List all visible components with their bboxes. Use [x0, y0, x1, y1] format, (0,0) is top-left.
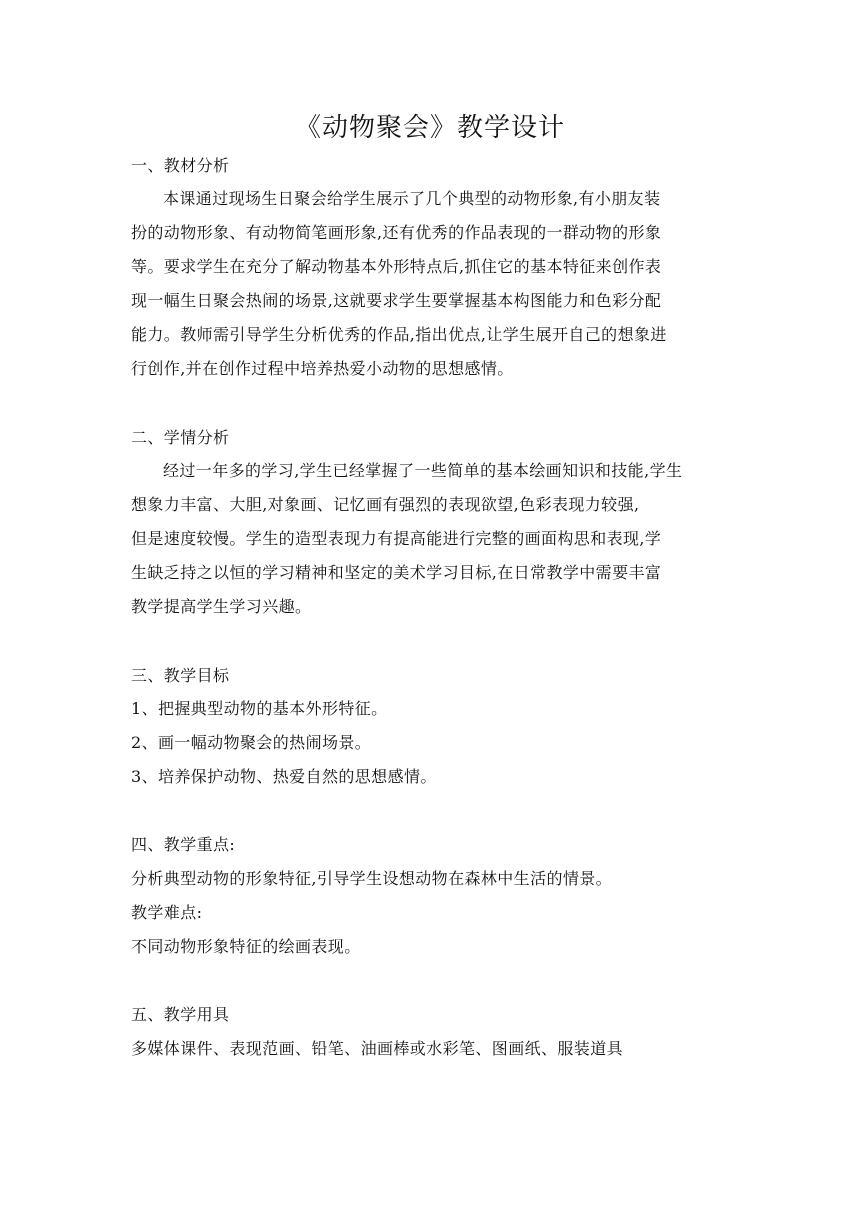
section-heading-teaching-focus: 四、教学重点: [131, 835, 236, 854]
section-heading-teaching-goals: 三、教学目标 [131, 666, 230, 685]
list-item: 1、把握典型动物的基本外形特征。 [131, 699, 388, 718]
paragraph-line: 想象力丰富、大胆,对象画、记忆画有强烈的表现欲望,色彩表现力较强, [131, 495, 640, 514]
paragraph-line: 能力。教师需引导学生分析优秀的作品,指出优点,让学生展开自己的想象进 [131, 325, 667, 344]
paragraph-line: 但是速度较慢。学生的造型表现力有提高能进行完整的画面构思和表现,学 [131, 529, 662, 548]
paragraph-line: 行创作,并在创作过程中培养热爱小动物的思想感情。 [131, 359, 514, 378]
paragraph-line: 现一幅生日聚会热闹的场景,这就要求学生要掌握基本构图能力和色彩分配 [131, 291, 662, 310]
document-title: 《动物聚会》教学设计 [294, 113, 565, 143]
subheading-teaching-difficulty: 教学难点: [131, 903, 203, 922]
paragraph-line: 生缺乏持之以恒的学习精神和坚定的美术学习目标,在日常教学中需要丰富 [131, 563, 662, 582]
paragraph-line: 教学提高学生学习兴趣。 [131, 597, 312, 616]
section-heading-textbook-analysis: 一、教材分析 [131, 156, 230, 175]
paragraph-line: 扮的动物形象、有动物简笔画形象,还有优秀的作品表现的一群动物的形象 [131, 223, 662, 242]
paragraph-line: 等。要求学生在充分了解动物基本外形特点后,抓住它的基本特征来创作表 [131, 257, 662, 276]
section-heading-student-analysis: 二、学情分析 [131, 428, 230, 447]
paragraph-line: 多媒体课件、表现范画、铅笔、油画棒或水彩笔、图画纸、服装道具 [131, 1039, 624, 1058]
paragraph-line: 分析典型动物的形象特征,引导学生设想动物在森林中生活的情景。 [131, 869, 613, 888]
list-item: 3、培养保护动物、热爱自然的思想感情。 [131, 767, 437, 786]
paragraph-line: 经过一年多的学习,学生已经掌握了一些简单的基本绘画知识和技能,学生 [163, 461, 683, 480]
paragraph-line: 本课通过现场生日聚会给学生展示了几个典型的动物形象,有小朋友装 [163, 189, 661, 208]
section-heading-teaching-tools: 五、教学用具 [131, 1005, 230, 1024]
list-item: 2、画一幅动物聚会的热闹场景。 [131, 733, 372, 752]
paragraph-line: 不同动物形象特征的绘画表现。 [131, 937, 361, 956]
